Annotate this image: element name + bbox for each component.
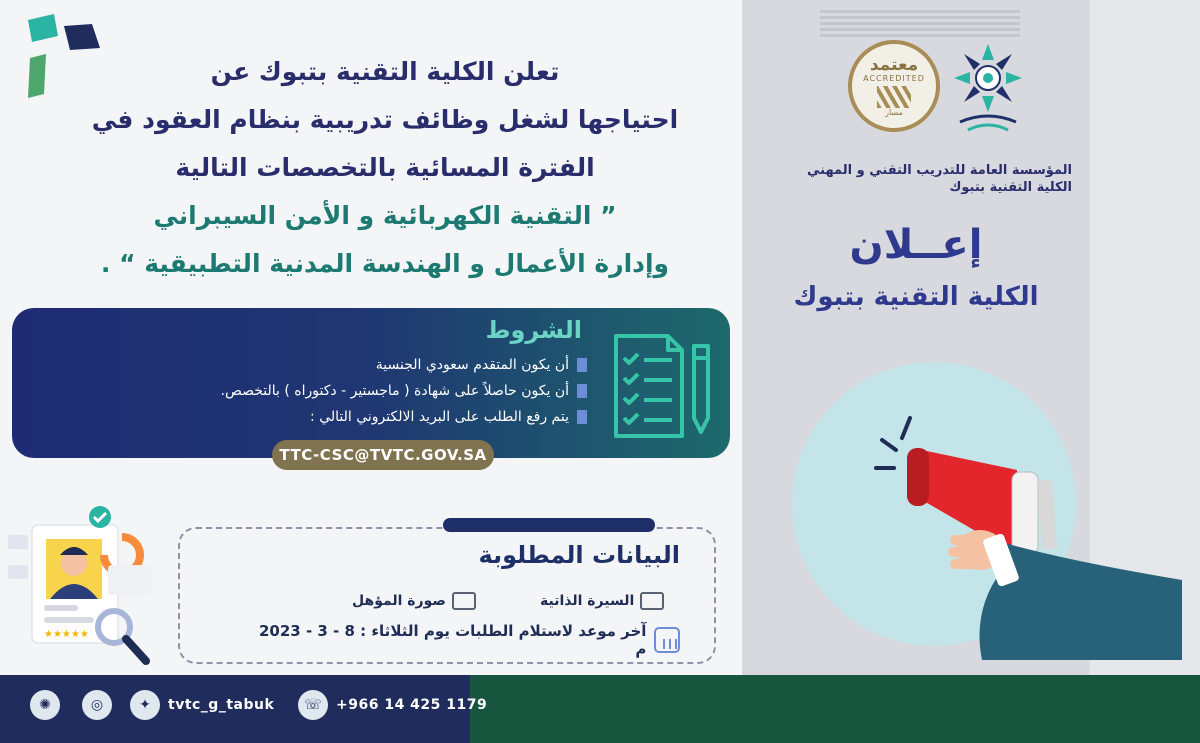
- profile-illustration: [4, 505, 164, 675]
- phone-number: +966 14 425 1179: [336, 697, 488, 713]
- required-data-title: البيانات المطلوبة: [478, 541, 680, 569]
- svg-text:★★★★★: ★★★★★: [44, 629, 89, 640]
- footer-tvtc-icon[interactable]: [30, 689, 60, 721]
- qualification-label: صورة المؤهل: [352, 593, 446, 609]
- conditions-panel: [12, 308, 730, 458]
- condition-text: يتم رفع الطلب على البريد الالكتروني التالي :: [310, 409, 569, 425]
- condition-text: أن يكون حاصلاً على شهادة ( ماجستير - دكتوراه ) بالتخصص.: [220, 383, 569, 399]
- organization-name: [760, 162, 1072, 196]
- megaphone-icon: [862, 410, 1182, 660]
- cv-label: السيرة الذاتية: [540, 593, 635, 609]
- social-handle: tvtc_g_tabuk: [168, 697, 275, 713]
- masar-mark: [877, 86, 911, 108]
- id-card-icon: [640, 592, 664, 610]
- announcement-title: إعــلان: [849, 222, 983, 268]
- deadline: [250, 622, 680, 658]
- email-address[interactable]: TTC-CSC@TVTC.GOV.SA: [272, 440, 494, 470]
- cv-item: [540, 592, 664, 610]
- checklist-icon: [610, 332, 720, 442]
- accredited-logo: [848, 40, 940, 132]
- footer-instagram[interactable]: [82, 689, 112, 721]
- bullet-icon: [577, 410, 587, 424]
- main-text-line-1: تعلن الكلية التقنية بتبوك عن: [210, 57, 560, 86]
- condition-item: [72, 352, 587, 378]
- required-data-bar: [443, 518, 655, 532]
- condition-item: [72, 404, 587, 430]
- main-announcement-text: [60, 48, 710, 288]
- condition-item: [72, 378, 587, 404]
- calendar-icon: [654, 627, 680, 653]
- tvtc-logo: [948, 40, 1028, 135]
- whatsapp-icon: ☏: [298, 690, 328, 720]
- main-text-line-3: الفترة المسائية بالتخصصات التالية: [175, 153, 595, 182]
- announcement-subtitle: الكلية التقنية بتبوك: [793, 282, 1039, 312]
- bullet-icon: [577, 358, 587, 372]
- footer-twitter[interactable]: [130, 689, 274, 721]
- accredited-logo-arabic: معتمد: [869, 54, 919, 75]
- conditions-title: الشروط: [485, 316, 582, 344]
- condition-text: أن يكون المتقدم سعودي الجنسية: [375, 357, 569, 373]
- main-text-line-4: ” التقنية الكهربائية و الأمن السيبراني: [153, 201, 617, 230]
- organization-line-1: المؤسسة العامة للتدريب التقني و المهني: [807, 163, 1072, 178]
- instagram-icon: ◎: [82, 690, 112, 720]
- deadline-text: آخر موعد لاستلام الطلبات يوم الثلاثاء : 8 - 3 - 2023 م: [258, 622, 647, 658]
- tvtc-logo-icon: ✺: [30, 690, 60, 720]
- accredited-logo-english: ACCREDITED: [863, 73, 925, 83]
- conditions-list: [72, 352, 587, 430]
- twitter-icon: ✦: [130, 690, 160, 720]
- qualification-item: [352, 592, 476, 610]
- main-text-line-5: وإدارة الأعمال و الهندسة المدنية التطبيقية “ .: [100, 249, 670, 278]
- masar-arabic: مسار: [885, 107, 903, 117]
- organization-line-2: الكلية التقنية بتبوك: [949, 180, 1072, 195]
- decorative-lines: [820, 10, 1020, 40]
- bullet-icon: [577, 384, 587, 398]
- main-text-line-2: احتياجها لشغل وظائف تدريبية بنظام العقود في: [91, 105, 679, 134]
- certificate-icon: [452, 592, 476, 610]
- footer-whatsapp[interactable]: [298, 689, 487, 721]
